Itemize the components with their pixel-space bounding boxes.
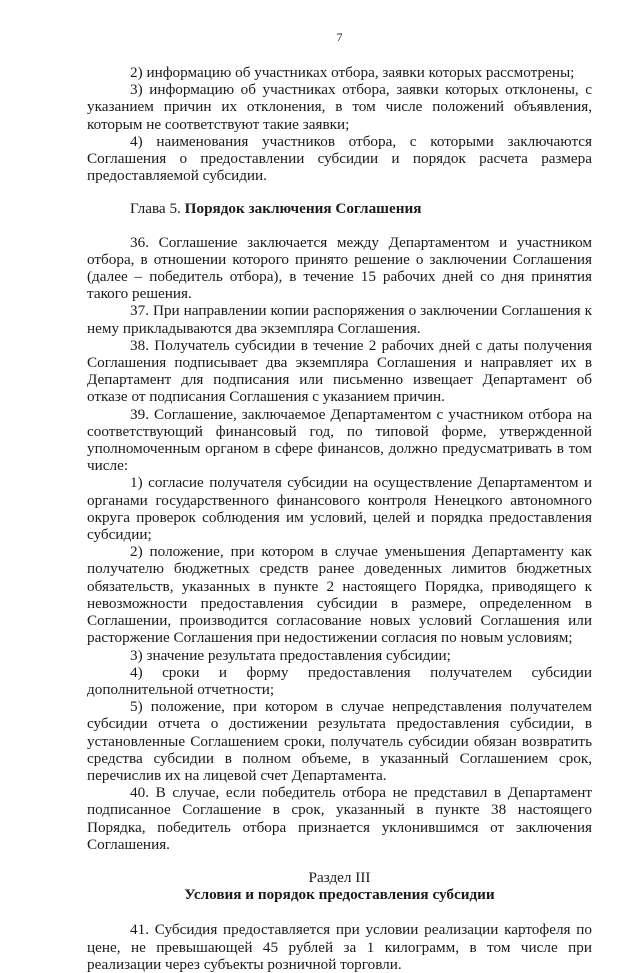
list-item: 2) положение, при котором в случае уменьшения Департаменту как получателю бюджетных средств ранее доведенных лимитов бюджетных обязательств, указанных в пункте 2 настоящего Порядка, приводящего к невозможности предоставления субсидии в размере, определенном в Соглашении, производится согласование новых условий Соглашения или расторжение Соглашения при недостижении согласия по новым условиям; bbox=[87, 543, 592, 647]
list-item: 4) наименования участников отбора, с которыми заключаются Соглашения о предоставлении субсидии и порядок расчета размера предоставляемой субсидии. bbox=[87, 132, 592, 185]
list-item: 2) информацию об участниках отбора, заявки которых рассмотрены; bbox=[130, 64, 575, 81]
section-number: Раздел III bbox=[308, 868, 371, 886]
list-item: 5) положение, при котором в случае непредставления получателем субсидии отчета о достижении результата предоставления субсидии, в установленные Соглашением сроки, получатель субсидии обязан возвратить средства субсидии в полном объеме, в указанный Соглашением срок, перечислив их на лицевой счет Департамента. bbox=[87, 698, 592, 784]
paragraph-37: 37. При направлении копии распоряжения о заключении Соглашения к нему прикладываются два экземпляра Соглашения. bbox=[87, 302, 592, 337]
paragraph-41: 41. Субсидия предоставляется при условии реализации картофеля по цене, не превышающей 45 рублей за 1 килограмм, в том числе при реализации через субъекты розничной торговли. bbox=[87, 921, 592, 973]
paragraph-40: 40. В случае, если победитель отбора не представил в Департамент подписанное Соглашение в срок, указанный в пункте 38 настоящего Порядка, победитель отбора признается уклонившимся от заключения Соглашения. bbox=[87, 784, 592, 853]
list-item: 3) значение результата предоставления субсидии; bbox=[130, 646, 451, 664]
chapter-title: Порядок заключения Соглашения bbox=[184, 200, 422, 218]
list-item: 1) согласие получателя субсидии на осуществление Департаментом и органами государственного финансового контроля Ненецкого автономного округа проверок соблюдения им условий, целей и порядка предоставления субсидии; bbox=[87, 474, 592, 544]
list-item: 4) сроки и форму предоставления получателем субсидии дополнительной отчетности; bbox=[87, 663, 592, 698]
list-item: 3) информацию об участниках отбора, заявки которых отклонены, с указанием причин их отклонения, в том числе положений объявления, которым не соответствуют такие заявки; bbox=[87, 81, 592, 133]
paragraph-38: 38. Получатель субсидии в течение 2 рабочих дней с даты получения Соглашения подписывает два экземпляра Соглашения и направляет их в Департамент для подписания или письменно извещает Департамент об отказе от подписания Соглашения с указанием причин. bbox=[87, 336, 592, 406]
paragraph-36: 36. Соглашение заключается между Департаментом и участником отбора, в отношении которого принято решение о заключении Соглашения (далее – победитель отбора), в течение 15 рабочих дней со дня принятия такого решения. bbox=[87, 233, 592, 303]
section-title: Условия и порядок предоставления субсидии bbox=[184, 886, 495, 904]
paragraph-39: 39. Соглашение, заключаемое Департаментом с участником отбора на соответствующий финансовый год, по типовой форме, утвержденной уполномоченным органом в сфере финансов, должно предусматривать в том числе: bbox=[87, 405, 592, 475]
chapter-heading bbox=[87, 200, 592, 217]
chapter-prefix: Глава 5. bbox=[130, 200, 181, 218]
page-number: 7 bbox=[336, 30, 343, 44]
